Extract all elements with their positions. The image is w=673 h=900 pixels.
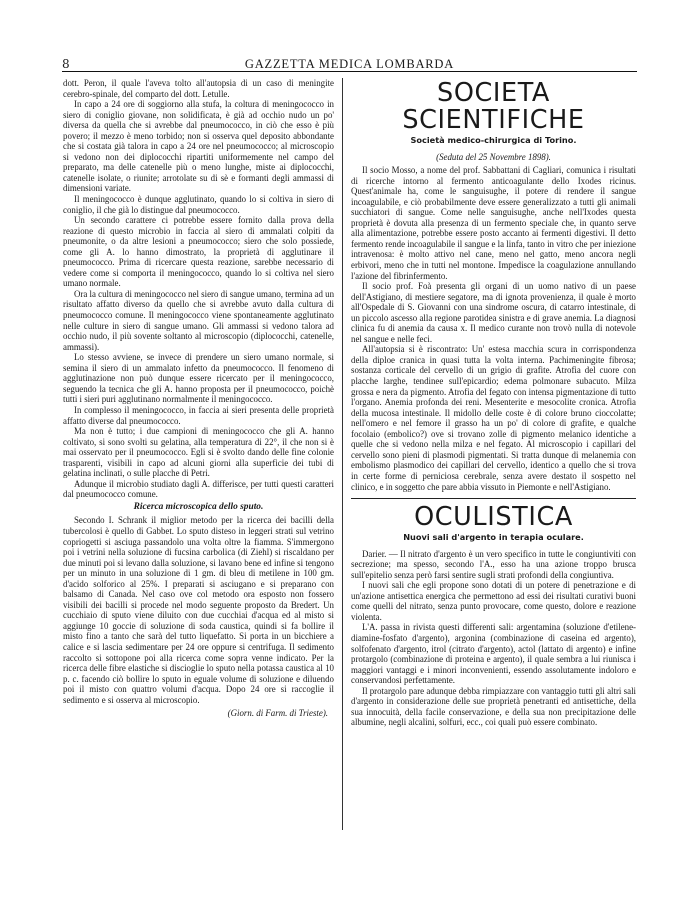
- paragraph: Secondo I. Schrank il miglior metodo per la ricerca dei bacilli della tubercolosi è quello di Gabbet. Lo sputo disteso in leggeri strati sul vetrino copriogetti si asciuga passandolo una volta oltre la fiamma. S'immergono poi i vetrini nella soluzione di fucsina carbolica (di Ziehl) si riscaldano per due minuti poi si levano dalla soluzione, si lavano bene ed infine si tengono per un minuto in una soluzione di 1 gm. di bleu di metilene in 100 gm. d'acido solforico al 25%. I preparati si asciugano e si preparano con balsamo di Canada. Nel caso ove col metodo ora esposto non fossero visibili dei bacilli si procede nel modo seguente proposto da Bredert. Un cucchiaio di sputo viene diluito con due cucchiai d'acqua ed al misto si aggiunge 10 goccie di soluzione di soda caustica, quindi si fa bollire il misto fino a tanto che sarà del tutto liquefatto. Si porta in un bicchiere a calice e si lascia sedimentare per 24 ore oppure si centrifuga. Il sedimento raccolto si sottopone poi alla ricerca come sopra venne indicato. Per la ricerca delle fibre elastiche si discioglie lo sputo nella potassa caustica al 10 p. c. facendo ciò bollire lo sputo in eguale volume di soluzione e diluendo poi il misto con quattro volumi d'acqua. Dopo 24 ore si raccoglie il sedimento e si osserva al microscopio.: [63, 515, 334, 705]
- header-rule: [62, 71, 637, 72]
- section-subtitle-societa: Società medico-chirurgica di Torino.: [410, 135, 577, 145]
- paragraph: L'A. passa in rivista questi differenti sali: argentamina (soluzione d'etilene-diamine-fosfato d'argento), argonina (combinazione di caseina ed argento), solfofenato d'argento, itrol (citrato d'argento), actol (lattato di argento) e infine protargolo (combinazione di proteina e argento), il quale sembra a lui riunisca i maggiori vantaggi e i minori inconvenienti, essendo assolutamente indoloro e conservandosi perfettamente.: [351, 622, 636, 686]
- column-divider: [342, 78, 343, 830]
- paragraph: Il meningococco è dunque agglutinato, quando lo si coltiva in siero di coniglio, il che già lo distingue dal pneumococco.: [63, 194, 334, 215]
- running-title: GAZZETTA MEDICA LOMBARDA: [244, 57, 455, 71]
- left-column: [63, 78, 334, 719]
- section-rule: [351, 498, 636, 499]
- paragraph: Il protargolo pare adunque debba rimpiazzare con vantaggio tutti gli altri sali d'argento in considerazione delle sue proprietà penetranti ed antisettiche, della sua innocuità, della facile conservazione, e della sua non precipitazione delle albumine, negli alcalini, solfuri, ecc., coi quali può essere combinato.: [351, 685, 636, 728]
- page-header: [62, 57, 637, 71]
- paragraph: In capo a 24 ore di soggiorno alla stufa, la coltura di meningococco in siero di coniglio giovane, non solidificata, è già ad occhio nudo un po' diversa da quella che si avrebbe dal pneumococco, in ciò che esso è più povero; il mezzo è meno torbido; non si osserva quel deposito abbondante che si costata già talora in capo a 24 ore nel pneumococco; al microscopio si vedono non dei diplococchi ripartiti uniformemente nel campo del preparato, ma delle catenelle più o meno lunghe, miste ai diplococchi, catenelle isolate, o riunite; arrotolate su di sè e formanti degli ammassi di dimensioni variate.: [63, 99, 334, 194]
- paragraph: Il socio Mosso, a nome del prof. Sabbattani di Cagliari, comunica i risultati di ricerche intorno al fermento anticoagulante dello Ixodes ricinus. Quest'animale ha, come le sanguisughe, il potere di rendere il sangue incoagulabile, e ciò probabilmente deve essere generalizzato a tutti gli animali succhiatori di sangue. Come nelle sanguisughe, anche nell'Ixodes questa proprietà è dovuta alla presenza di un fermento speciale che, in quanto serve alla alimentazione, potrebbe essere posto accanto ai fermenti digestivi. Il detto fermento rende incoagulabile il sangue e la linfa, tanto in vitro che per iniezione intravenosa: è molto attivo nel cane, meno nel gatto, meno ancora negli erbivori, meno che in tutti nel montone. Impedisce la coagulazione annullando l'azione del fibrinfermento.: [351, 165, 636, 281]
- paragraph: Un secondo carattere ci potrebbe essere fornito dalla prova della reazione di questo microbio in faccia al siero di ammalati colpiti da pneumonite, o da altre lesioni a pneumococco; siero che solo possiede, come gli A. lo hanno dimostrato, la proprietà di agglutinare il pneumococco. Prima di ricercare questa reazione, sarebbe necessario di vedere come si comporta il meningococco, quando lo si coltiva nel siero umano normale.: [63, 215, 334, 289]
- section-subtitle-oculistica: Nuovi sali d'argento in terapia oculare.: [403, 532, 584, 543]
- section-title-oculistica: OCULISTICA: [414, 502, 573, 533]
- section-title-societa: SOCIETA SCIENTIFICHE: [402, 78, 585, 135]
- paragraph: In complesso il meningococco, in faccia ai sieri presenta delle proprietà affatto diverse dal pneumococco.: [63, 404, 334, 426]
- page-number: 8: [62, 57, 70, 71]
- right-column: [351, 78, 636, 728]
- paragraph: Adunque il microbio studiato dagli A. differisce, per tutti questi caratteri dal pneumococco comune.: [63, 478, 334, 500]
- paragraph: Il socio prof. Foà presenta gli organi di un uomo nativo di un paese dell'Astigiano, di mestiere segatore, ma di ignota provenienza, il quale è morto all'Ospedale di S. Giovanni con una sindrome oscura, di catarro intestinale, di un piccolo ascesso alla regione parotidea sinistra e di grave anemia. La diagnosi clinica fu di anemia da causa x. Il medico curante non trovò nulla di notevole nel sangue e nelle feci.: [351, 281, 636, 344]
- paragraph: Darier. — Il nitrato d'argento è un vero specifico in tutte le congiuntiviti con secrezione; ma spesso, secondo l'A., esso ha una azione troppo brusca sull'epitelio senza però farsi sentire sugli strati profondi della congiuntiva.: [351, 548, 636, 580]
- paragraph: Lo stesso avviene, se invece di prendere un siero umano normale, si semina il siero di un ammalato infetto da pneumococco. Il fenomeno di agglutinazione non può dunque essere ricercato per il meningococco, seguendo la tecnica che gli A. hanno proposta per il pneumococco, poichè tutti i sieri puri agglutinano normalmente il meningococco.: [63, 352, 334, 405]
- paragraph: All'autopsia si è riscontrato: Un' estesa macchia scura in corrispondenza della diploe cranica in quasi tutta la volta interna. Pachimeningite fibrosa; sostanza corticale del cervello di un grigio di grafite. Atrofia del cuore con placche larghe, tendinee sull'epicardio; edema polmonare subacuto. Milza grossa e nera da pigmento. Atrofia del fegato con intensa pigmentazione di tutto l'organo. Anemia profonda dei reni. Mesenterite e mesocolite cronica. Atrofia della mucosa intestinale. Il midollo delle coste è di colore bruno cioccolatte; nell'omero e nel femore il grasso ha un po' di colore di grafite, e qualche focolaio (embolico?) ove si trovano zolle di pigmento melanico identiche a quelle che si vedono nella milza e nel fegato. Al microscopio i capillari del cervello sono pieni di plasmodi pigmentati. Si tratta dunque di melanemia con embolismo plasmodico dei capillari del cervello, identico a quello che si trova in certe forme di perniciosa cerebrale, senza avere destato il sospetto nel clinico, e in soggetto che pare abbia vissuto in Piemonte e nell'Astigiano.: [351, 344, 636, 492]
- paragraph: dott. Peron, il quale l'aveva tolto all'autopsia di un caso di meningite cerebro-spinale, del comparto del dott. Letulle.: [63, 78, 334, 99]
- paragraph: I nuovi sali che egli propone sono dotati di un potere di penetrazione e di un'azione antisettica energica che permettono ad essi dei risultati curativi buoni come quelli del nitrato, senza punto provocare, come questo, dolore e reazione violenta.: [351, 580, 636, 622]
- section-heading-sputum: Ricerca microscopica dello sputo.: [133, 501, 264, 512]
- meeting-date: (Seduta del 25 Novembre 1898).: [436, 151, 551, 162]
- paragraph: Ma non è tutto; i due campioni di meningococco che gli A. hanno coltivato, si sono svolti su gelatina, alla temperatura di 22°, il che non si è mai osservato per il pneumococco. Egli si è svolto dando delle fine colonie trasparenti, visibili in capo ad alcuni giorni alla superficie dei tubi di gelatina inclinati, o sulle placche di Petri.: [63, 426, 334, 479]
- source-note: (Giorn. di Farm. di Trieste).: [227, 708, 328, 719]
- paragraph: Ora la cultura di meningococco nel siero di sangue umano, termina ad un risultato affatto diverso da quello che si avrebbe avuto dalla cultura di pneumococco comune. Il meningococco viene spontaneamente agglutinato nelle culture in siero di sangue umano. Gli ammassi si vedono talora ad occhio nudo, il più sovente soltanto al microscopio (diplococchi, catenelle, ammassi).: [63, 288, 335, 352]
